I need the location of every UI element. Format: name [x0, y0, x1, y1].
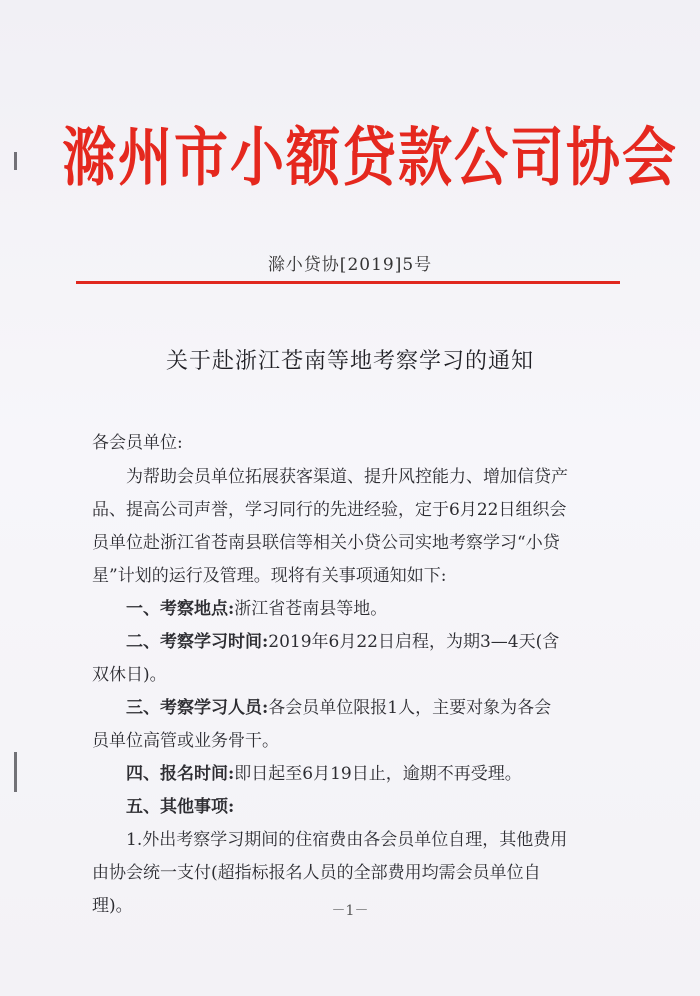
item-people-label: 三、考察学习人员:: [126, 698, 269, 718]
binding-mark-top: [14, 152, 17, 170]
intro-line-3: 员单位赴浙江省苍南县联信等相关小贷公司实地考察学习“小贷: [92, 533, 560, 553]
intro-line-1: 为帮助会员单位拓展获客渠道、提升风控能力、增加信贷产: [126, 467, 568, 487]
document-number: 滁小贷协[2019]5号: [267, 255, 433, 275]
item-other: [126, 792, 666, 817]
item-people-text: 各会员单位限报1人，主要对象为各会: [268, 698, 552, 718]
binding-mark-bottom: [14, 752, 17, 792]
item-other-label: 五、其他事项:: [126, 797, 235, 817]
other-line-3: 理)。: [92, 896, 133, 916]
item-signup-text: 即日起至6月19日止，逾期不再受理。: [234, 764, 522, 784]
intro-line-2: 品、提高公司声誉，学习同行的先进经验，定于6月22日组织会: [92, 500, 567, 520]
item-signup: [126, 759, 666, 784]
red-divider-line: [76, 281, 620, 284]
salutation: 各会员单位:: [92, 433, 183, 453]
item-location-text: 浙江省苍南县等地。: [234, 599, 388, 619]
intro-line-4: 星”计划的运行及管理。现将有关事项通知如下:: [92, 566, 447, 586]
letterhead-title: 滁州市小额贷款公司协会: [62, 119, 678, 196]
page-number: －1－: [331, 903, 369, 919]
item-location: [126, 594, 666, 619]
item-people: [126, 693, 666, 718]
item-signup-label: 四、报名时间:: [126, 764, 235, 784]
item-time: [126, 627, 666, 652]
item-time-label: 二、考察学习时间:: [126, 632, 269, 652]
other-line-1: 1.外出考察学习期间的住宿费由各会员单位自理，其他费用: [126, 830, 568, 850]
item-time-continuation: 双休日)。: [92, 665, 167, 685]
other-line-2: 由协会统一支付(超指标报名人员的全部费用均需会员单位自: [92, 863, 541, 883]
item-time-text: 2019年6月22日启程，为期3—4天(含: [268, 632, 560, 652]
notice-title: 关于赴浙江苍南等地考察学习的通知: [165, 349, 534, 374]
item-location-label: 一、考察地点:: [126, 599, 235, 619]
item-people-continuation: 员单位高管或业务骨干。: [92, 731, 279, 751]
